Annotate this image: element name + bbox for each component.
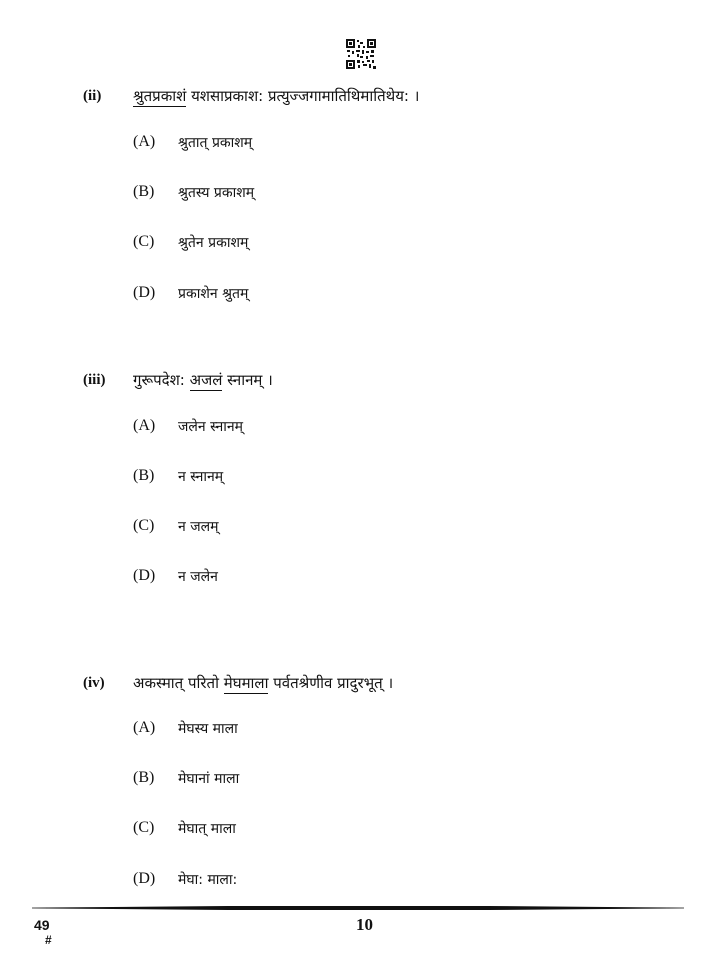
option-text: न स्नानम् [178,469,224,485]
option-label: (A) [133,133,156,150]
option-text: मेघानां माला [178,771,240,787]
option-label: (D) [133,284,156,301]
option-text: श्रुतस्य प्रकाशम् [178,185,255,201]
option-text: जलेन स्नानम् [178,419,243,435]
footer-divider [32,906,684,910]
underlined-word: श्रुतप्रकाशं [133,87,187,105]
underlined-word: अजलं [189,371,223,389]
page-number: 10 [356,915,373,934]
question-stem [133,673,393,693]
hash-mark: # [45,933,52,947]
option-label: (D) [133,567,156,584]
question-number: (iv) [83,675,105,691]
question-number: (ii) [83,88,102,104]
stem-text: स्नानम् । [222,371,273,389]
option-label: (B) [133,467,155,484]
qr-code-icon [346,39,376,69]
option-label: (B) [133,769,155,786]
underlined-word: मेघमाला [223,674,269,692]
option-label: (C) [133,517,155,534]
stem-text: पर्वतश्रेणीव प्रादुरभूत् । [268,674,394,692]
option-text: श्रुतेन प्रकाशम् [178,235,249,251]
option-text: मेघात् माला [178,821,236,837]
option-label: (B) [133,183,155,200]
stem-text: यशसाप्रकाश: प्रत्युज्जगामातिथिमातिथेय: । [186,87,420,105]
paper-code: 49 [34,917,50,933]
option-label: (C) [133,819,155,836]
stem-text: अकस्मात् परितो [133,674,224,692]
option-label: (A) [133,719,156,736]
option-text: प्रकाशेन श्रुतम् [178,286,249,302]
option-text: मेघस्य माला [178,721,238,737]
option-label: (A) [133,417,156,434]
option-text: मेघा: माला: [178,872,238,888]
option-text: श्रुतात् प्रकाशम् [178,135,253,151]
question-stem [133,86,419,106]
option-label: (C) [133,233,155,250]
question-stem [133,370,273,390]
option-text: न जलेन [178,569,218,585]
option-label: (D) [133,870,156,887]
option-text: न जलम् [178,519,219,535]
question-number: (iii) [83,372,106,388]
stem-text: गुरूपदेश: [133,371,190,389]
